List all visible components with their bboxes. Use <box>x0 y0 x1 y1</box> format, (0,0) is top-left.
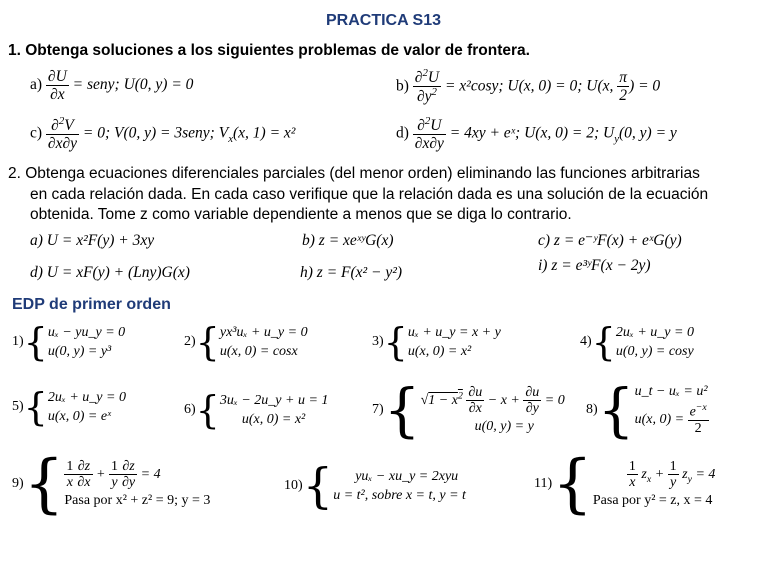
edp-7-eq: $√1 - x^2$ $\frac{\partial u}{\partial x}$ − x + $\frac{\partial u}{\partial y}$ = 0 <box>420 384 565 416</box>
edp-11-eq: $\frac{1}{x}$ $z_x$ + $\frac{1}{y}$ $z_y = 4$ <box>628 458 716 490</box>
edp-1-eq: uₓ − yu_y = 0 <box>47 324 126 340</box>
q1-d-label: d) <box>396 124 409 142</box>
q1-a-label: a) <box>30 76 43 94</box>
q1-a-rhs: = seny; U(0, y) = 0 <box>68 76 194 94</box>
edp-5-eq: 2uₓ + u_y = 0 <box>47 389 126 405</box>
q1-a: a) $\frac{\partial U}{\partial x}$ = seny; U(0, y) = 0 <box>30 68 194 104</box>
q1-d-end: (0, y) = y <box>619 124 677 142</box>
edp-8-eq: u_t − uₓ = u² <box>634 383 708 399</box>
edp-4: 4) { 2uₓ + u_y = 0 u(0, y) = cosy <box>580 320 694 364</box>
edp-3-number: 3) <box>372 334 384 349</box>
edp-11-cond: Pasa por y² = z, x = 4 <box>592 493 713 509</box>
q1-c-end: (x, 1) = x² <box>233 124 296 142</box>
edp-8: 8) { u_t − uₓ = u² u(x, 0) = $\frac{e^{-x}}{2}$ <box>586 376 708 444</box>
q1-b-label: b) <box>396 77 409 95</box>
edp-1-cond: u(0, y) = y³ <box>47 343 112 359</box>
edp-9-eq: $\frac{1}{x}$ $\frac{\partial z}{\partial x}$ + $\frac{1}{y}$ $\frac{\partial z}{\partial y}$ = 4 <box>66 458 161 490</box>
edp-8-cond-text: u(x, 0) = <box>634 411 688 427</box>
edp-10-cond: u = t², sobre x = t, y = t <box>333 487 466 503</box>
q2-line1: 2. Obtenga ecuaciones diferenciales parciales (del menor orden) eliminando las funciones arbitrarias <box>8 165 700 182</box>
edp-7-number: 7) <box>372 402 384 417</box>
edp-8-cond: u(x, 0) = $\frac{e^{-x}}{2}$ <box>634 401 707 436</box>
edp-2-cond: u(x, 0) = cosx <box>219 343 298 359</box>
edp-4-number: 4) <box>580 334 592 349</box>
edp-11-number: 11) <box>534 476 553 491</box>
edp-2-number: 2) <box>184 334 196 349</box>
edp-3-eq: uₓ + u_y = x + y <box>407 324 501 340</box>
edp-7-cond: u(0, y) = y <box>474 419 534 435</box>
edp-7: 7) { $√1 - x^2$ $\frac{\partial u}{\partial x}$ − x + $\frac{\partial u}{\partial y}$ = 0 u(0, y) = y <box>372 376 565 444</box>
q2-d: d) U = xF(y) + (Lny)G(x) <box>30 264 190 281</box>
edp-9: 9) { $\frac{1}{x}$ $\frac{\partial z}{\partial x}$ + $\frac{1}{y}$ $\frac{\partial z}{\partial y}$ = 4 Pasa por x² + z² = 9; y = 3 <box>12 447 211 521</box>
q1-b-rhs: = x²cosy; U(x, 0) = 0; U(x, <box>441 77 618 95</box>
edp-5: 5) { 2uₓ + u_y = 0 u(x, 0) = eˣ <box>12 385 126 429</box>
edp-2-eq: yx³uₓ + u_y = 0 <box>219 324 308 340</box>
edp-9-number: 9) <box>12 476 24 491</box>
edp-2: 2) { yx³uₓ + u_y = 0 u(x, 0) = cosx <box>184 320 308 364</box>
edp-10-eq: yuₓ − xu_y = 2xyu <box>355 468 459 484</box>
q2-h: h) z = F(x² − y²) <box>300 264 403 281</box>
q1-statement: 1. Obtenga soluciones a los siguientes problemas de valor de frontera. <box>8 42 530 59</box>
edp-6-number: 6) <box>184 402 196 417</box>
q2-line2: en cada relación dada. En cada caso verifique que la relación dada es una solución de la ecuación <box>30 186 709 203</box>
edp-6-cond: u(x, 0) = x² <box>241 411 306 427</box>
q2-i: i) z = e³ʸF(x − 2y) <box>538 257 651 274</box>
edp-4-eq: 2uₓ + u_y = 0 <box>615 324 694 340</box>
edp-1: 1) { uₓ − yu_y = 0 u(0, y) = y³ <box>12 320 126 364</box>
q1-c-rhs: = 0; V(0, y) = 3seny; V <box>79 124 229 142</box>
edp-3-cond: u(x, 0) = x² <box>407 343 472 359</box>
edp-6-eq: 3uₓ − 2u_y + u = 1 <box>219 392 329 408</box>
q1-d-rhs: = 4xy + eˣ; U(x, 0) = 2; U <box>445 124 615 142</box>
edp-10-number: 10) <box>284 478 303 493</box>
edp-10: 10) { yuₓ − xu_y = 2xyu u = t², sobre x = t, y = t <box>284 458 466 514</box>
page-title: PRACTICA S13 <box>326 12 441 29</box>
q2-a: a) U = x²F(y) + 3xy <box>30 232 155 249</box>
edp-5-number: 5) <box>12 399 24 414</box>
edp-5-cond: u(x, 0) = eˣ <box>47 408 112 424</box>
q1-c: c) $\frac{\partial^2V}{\partial x\partial y}$ = 0; V(0, y) = 3seny; $V_x(x$, 1) = x² <box>30 115 296 153</box>
edp-6: 6) { 3uₓ − 2u_y + u = 1 u(x, 0) = x² <box>184 388 329 432</box>
q1-d: d) $\frac{\partial^2U}{\partial x\partial y}$ = 4xy + eˣ; U(x, 0) = 2; $U_y(0$, y) = y <box>396 115 677 153</box>
edp-3: 3) { uₓ + u_y = x + y u(x, 0) = x² <box>372 320 501 364</box>
edp-8-number: 8) <box>586 402 598 417</box>
q2-c: c) z = e⁻ʸF(x) + eˣG(y) <box>538 232 682 249</box>
edp-1-number: 1) <box>12 334 24 349</box>
q1-b: b) $\frac{\partial^2U}{\partial y^2}$ = x²cosy; U(x, 0) = 0; U(x, $\frac{\pi}{2}$ ) = 0 <box>396 67 661 106</box>
q2-line3: obtenida. Tome z como variable dependiente a menos que se diga lo contrario. <box>30 206 572 223</box>
edp-11: 11) { $\frac{1}{x}$ $z_x$ + $\frac{1}{y}$ $z_y = 4$ Pasa por y² = z, x = 4 <box>534 447 716 521</box>
edp-9-cond: Pasa por x² + z² = 9; y = 3 <box>64 493 211 509</box>
q2-b: b) z = xeˣʸG(x) <box>302 232 394 249</box>
edp-4-cond: u(0, y) = cosy <box>615 343 694 359</box>
q1-b-end: ) = 0 <box>629 77 661 95</box>
q1-c-label: c) <box>30 124 43 142</box>
section-heading: EDP de primer orden <box>12 296 171 313</box>
